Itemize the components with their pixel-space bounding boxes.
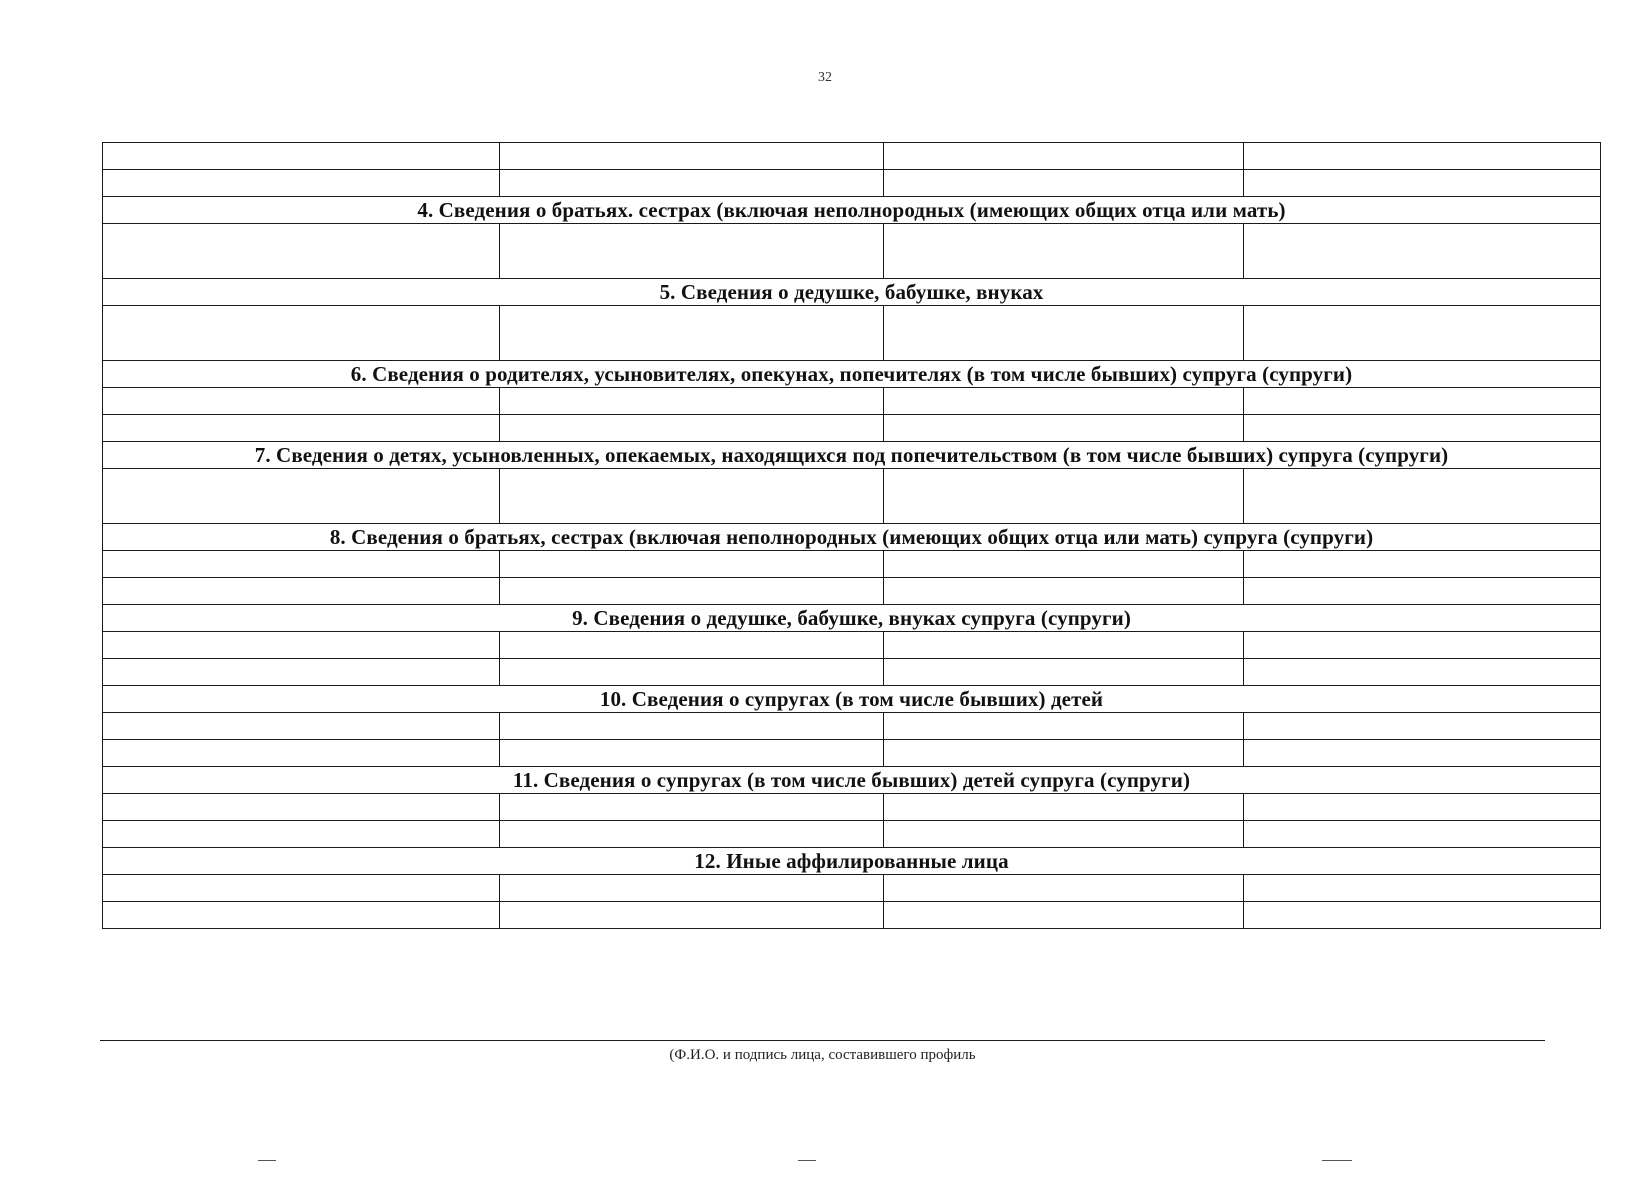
table-cell (500, 306, 884, 361)
table-row (103, 415, 1601, 442)
table-cell (103, 143, 500, 170)
table-cell (103, 821, 500, 848)
table-cell (884, 224, 1244, 279)
table-row (103, 794, 1601, 821)
table-cell (884, 821, 1244, 848)
table-cell (500, 388, 884, 415)
table-cell (884, 143, 1244, 170)
table-cell (103, 224, 500, 279)
section-heading-row (103, 767, 1601, 794)
affiliated-persons-table (102, 142, 1601, 929)
section-heading: 11. Сведения о супругах (в том числе бывших) детей супруга (супруги) (103, 767, 1601, 794)
table-cell (884, 170, 1244, 197)
table-cell (1244, 632, 1601, 659)
table-cell (103, 578, 500, 605)
table-cell (103, 659, 500, 686)
table-row (103, 875, 1601, 902)
table-cell (103, 551, 500, 578)
section-heading-row (103, 197, 1601, 224)
section-heading-row (103, 442, 1601, 469)
table-cell (884, 902, 1244, 929)
table-cell (884, 551, 1244, 578)
table-cell (500, 224, 884, 279)
section-heading-row (103, 279, 1601, 306)
section-heading-row (103, 524, 1601, 551)
section-heading: 8. Сведения о братьях, сестрах (включая неполнородных (имеющих общих отца или мать) супруга (супруги) (103, 524, 1601, 551)
table-cell (884, 632, 1244, 659)
section-heading: 4. Сведения о братьях. сестрах (включая неполнородных (имеющих общих отца или мать) (103, 197, 1601, 224)
signature-line (100, 1040, 1545, 1041)
scan-mark (258, 1160, 276, 1161)
section-heading: 10. Сведения о супругах (в том числе бывших) детей (103, 686, 1601, 713)
section-heading-row (103, 848, 1601, 875)
table-cell (1244, 659, 1601, 686)
table-cell (884, 578, 1244, 605)
table-cell (500, 632, 884, 659)
section-heading-row (103, 686, 1601, 713)
section-heading: 6. Сведения о родителях, усыновителях, опекунах, попечителях (в том числе бывших) супруга (супруги) (103, 361, 1601, 388)
section-heading: 5. Сведения о дедушке, бабушке, внуках (103, 279, 1601, 306)
section-heading-row (103, 605, 1601, 632)
table-cell (884, 469, 1244, 524)
table-cell (884, 740, 1244, 767)
table-cell (500, 143, 884, 170)
table-cell (1244, 578, 1601, 605)
table-cell (103, 713, 500, 740)
table-row (103, 551, 1601, 578)
table-cell (1244, 143, 1601, 170)
table-row (103, 224, 1601, 279)
table-cell (103, 875, 500, 902)
table-cell (1244, 902, 1601, 929)
table-row (103, 143, 1601, 170)
table-row (103, 306, 1601, 361)
table-cell (103, 415, 500, 442)
table-cell (500, 551, 884, 578)
table-cell (500, 469, 884, 524)
table-row (103, 740, 1601, 767)
section-heading: 12. Иные аффилированные лица (103, 848, 1601, 875)
table-cell (1244, 551, 1601, 578)
table-cell (500, 875, 884, 902)
section-heading: 7. Сведения о детях, усыновленных, опекаемых, находящихся под попечительством (в том числе бывших) супруга (супруги) (103, 442, 1601, 469)
table-cell (103, 469, 500, 524)
table-cell (500, 740, 884, 767)
table-cell (103, 740, 500, 767)
table-cell (500, 794, 884, 821)
table-cell (1244, 170, 1601, 197)
table-cell (1244, 469, 1601, 524)
table-cell (884, 388, 1244, 415)
section-heading: 9. Сведения о дедушке, бабушке, внуках супруга (супруги) (103, 605, 1601, 632)
table-cell (103, 632, 500, 659)
table-row (103, 388, 1601, 415)
table-cell (1244, 794, 1601, 821)
table-cell (103, 306, 500, 361)
table-cell (1244, 415, 1601, 442)
table-cell (500, 659, 884, 686)
table-cell (500, 821, 884, 848)
signature-caption: (Ф.И.О. и подпись лица, составившего профиль (669, 1047, 976, 1063)
page-number: 32 (818, 70, 832, 85)
table-cell (103, 170, 500, 197)
table-cell (884, 875, 1244, 902)
table-cell (884, 306, 1244, 361)
table-cell (500, 902, 884, 929)
table-cell (103, 794, 500, 821)
table-row (103, 632, 1601, 659)
table-cell (1244, 388, 1601, 415)
table-cell (1244, 740, 1601, 767)
table-row (103, 821, 1601, 848)
table-cell (1244, 875, 1601, 902)
table-cell (1244, 306, 1601, 361)
table-cell (1244, 713, 1601, 740)
table-cell (500, 578, 884, 605)
table-row (103, 170, 1601, 197)
table-cell (884, 794, 1244, 821)
scan-mark (1322, 1160, 1352, 1161)
table-cell (884, 415, 1244, 442)
table-row (103, 578, 1601, 605)
table-row (103, 713, 1601, 740)
table-cell (103, 902, 500, 929)
table-cell (500, 415, 884, 442)
table-cell (1244, 821, 1601, 848)
table-row (103, 902, 1601, 929)
table-cell (500, 170, 884, 197)
scan-mark (798, 1160, 816, 1161)
table-cell (500, 713, 884, 740)
table-cell (103, 388, 500, 415)
section-heading-row (103, 361, 1601, 388)
table-row (103, 469, 1601, 524)
table-cell (884, 713, 1244, 740)
table-cell (884, 659, 1244, 686)
table-row (103, 659, 1601, 686)
table-cell (1244, 224, 1601, 279)
